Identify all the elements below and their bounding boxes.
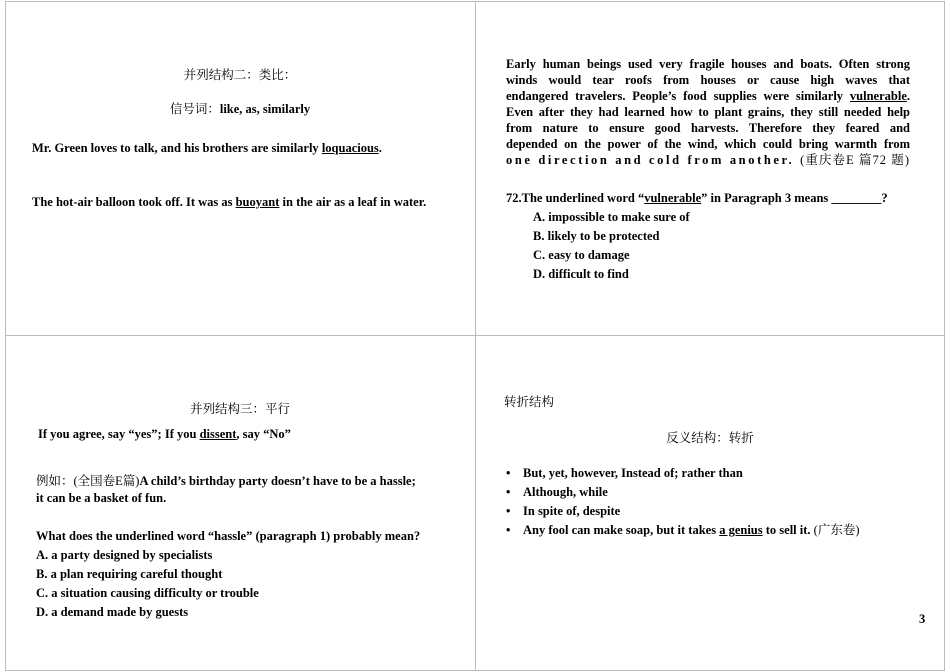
connector-list: [506, 464, 860, 540]
underlined-word: vulnerable: [644, 191, 702, 205]
option-b: B. likely to be protected: [533, 229, 660, 243]
example-intro: 例如：(全国卷E篇)A child’s birthday party doesn’t have to be a hassle;: [36, 474, 416, 488]
underlined-word: buoyant: [235, 195, 280, 209]
underlined-word: a genius: [719, 523, 763, 537]
list-item: • In spite of, despite: [506, 502, 860, 521]
panel4-subheading: 反义结构：转折: [666, 431, 754, 445]
vertical-divider: [475, 1, 476, 671]
example-intro-line2: it can be a basket of fun.: [36, 491, 167, 505]
underlined-word: vulnerable: [849, 89, 907, 103]
example-loquacious: Mr. Green loves to talk, and his brothers are similarly loquacious.: [32, 141, 382, 155]
panel3-heading: 并列结构三：平行: [189, 402, 290, 416]
example-dissent: If you agree, say “yes”; If you dissent, say “No”: [38, 427, 291, 441]
signal-words-line: [5, 101, 475, 117]
source-label: (广东卷): [813, 523, 860, 537]
underlined-word: loquacious: [321, 141, 379, 155]
option-d: D. difficult to find: [533, 267, 629, 281]
list-item: • Any fool can make soap, but it takes a genius to sell it. (广东卷): [506, 521, 860, 540]
passage-line: Early human beings used very fragile houses and boats. Often strong: [506, 57, 910, 71]
bullet-icon: •: [506, 504, 511, 518]
signal-words: like, as, similarly: [219, 102, 311, 116]
option-a: A. impossible to make sure of: [533, 210, 690, 224]
passage-source: (重庆卷E 篇72 题): [800, 153, 910, 167]
list-item: • Although, while: [506, 483, 860, 502]
signal-label: 信号词：: [169, 102, 220, 116]
panel4-heading: 转折结构: [504, 395, 555, 409]
horizontal-divider: [5, 335, 945, 336]
bullet-icon: •: [506, 485, 511, 499]
page-number: 3: [919, 612, 926, 626]
option-b: B. a plan requiring careful thought: [36, 567, 223, 581]
passage-line: Even after they had learned how to plant grains, they still needed help: [506, 105, 910, 119]
question-72: 72.The underlined word “vulnerable” in Paragraph 3 means ________?: [506, 191, 888, 205]
option-c: C. a situation causing difficulty or trouble: [36, 586, 259, 600]
passage-line: from nature to ensure good harvests. Therefore they feared and: [506, 121, 910, 135]
bullet-icon: •: [506, 523, 511, 537]
passage-line: one direction and cold from another. (重庆卷E 篇72 题): [506, 153, 910, 167]
passage-line: depended on the power of the wind, which could bring warmth from: [506, 137, 910, 151]
example-buoyant: The hot-air balloon took off. It was as buoyant in the air as a leaf in water.: [32, 195, 427, 209]
list-item: • But, yet, however, Instead of; rather than: [506, 464, 860, 483]
option-c: C. easy to damage: [533, 248, 630, 262]
passage-line: endangered travelers. People’s food supplies were similarly vulnerable.: [506, 89, 910, 103]
option-d: D. a demand made by guests: [36, 605, 189, 619]
bullet-icon: •: [506, 466, 511, 480]
option-a: A. a party designed by specialists: [36, 548, 213, 562]
panel1-heading: 并列结构二：类比：: [183, 68, 297, 82]
passage-line: winds would tear roofs from houses or cause high waves that: [506, 73, 910, 87]
hassle-question: What does the underlined word “hassle” (paragraph 1) probably mean?: [36, 529, 421, 543]
intro-label: 例如：(全国卷E篇): [36, 474, 140, 488]
underlined-word: dissent: [199, 427, 237, 441]
